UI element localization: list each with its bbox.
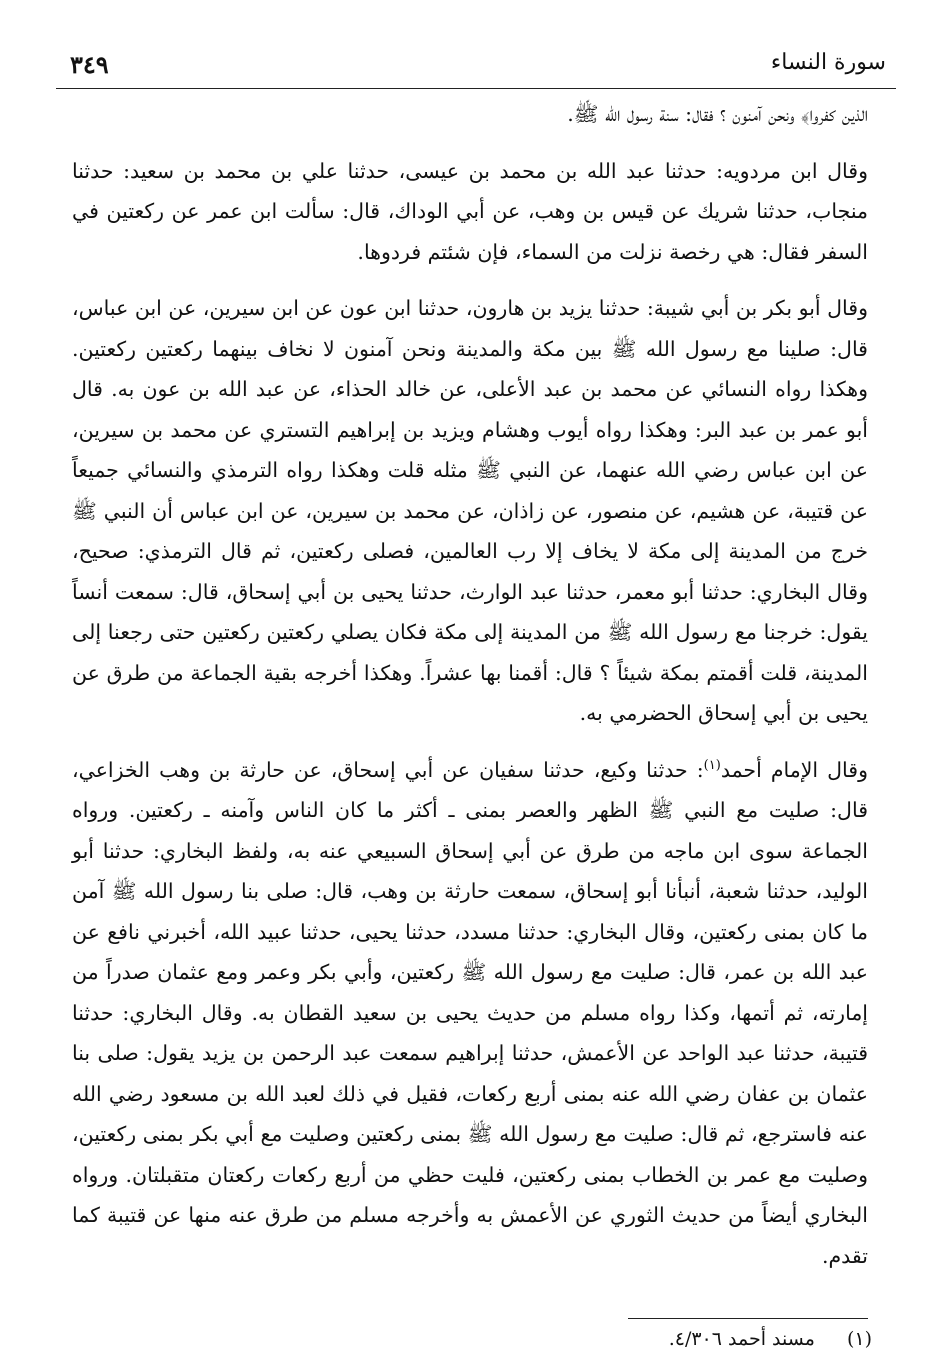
footnote-reference[interactable]: (١) bbox=[703, 757, 721, 773]
paragraph-1: الذين كفروا﴾ ونحن آمنون ؟ فقال: سنة رسول الله ﷺ. bbox=[567, 102, 868, 126]
running-header bbox=[56, 46, 896, 89]
footnote-divider bbox=[628, 1318, 868, 1319]
paragraph-4 bbox=[72, 750, 868, 1277]
paragraph-3: وقال أبو بكر بن أبي شيبة: حدثنا يزيد بن هارون، حدثنا ابن عون عن ابن سيرين، عن ابن عباس، قال: صلينا مع رسول الله ﷺ بين مكة والمدينة ونحن آمنون لا نخاف بينهما ركعتين ركعتين. وهكذا رواه النسائي عن محمد بن عبد الأعلى، عن خالد الحذاء، عن عبد الله بن عون به. قال أبو عمر بن عبد البر: وهكذا رواه أيوب وهشام ويزيد بن إبراهيم التستري عن محمد بن سيرين، عن ابن عباس رضي الله عنهما، عن النبي ﷺ مثله قلت وهكذا رواه الترمذي والنسائي جميعاً عن قتيبة، عن هشيم، عن منصور، عن زاذان، عن محمد بن سيرين، عن ابن عباس أن النبي ﷺ خرج من المدينة إلى مكة لا يخاف إلا رب العالمين، فصلى ركعتين، ثم قال الترمذي: صحيح، وقال البخاري: حدثنا أبو معمر، حدثنا عبد الوارث، حدثنا يحيى بن أبي إسحاق، قال: سمعت أنساً يقول: خرجنا مع رسول الله ﷺ من المدينة إلى مكة فكان يصلي ركعتين ركعتين حتى رجعنا إلى المدينة، قلت أقمتم بمكة شيئاً ؟ قال: أقمنا بها عشراً. وهكذا أخرجه بقية الجماعة من طرق عن يحيى بن أبي إسحاق الحضرمي به. bbox=[72, 296, 868, 725]
footnote bbox=[72, 1322, 872, 1356]
paragraph-4-colon: : bbox=[687, 757, 704, 782]
paragraph-4-body: حدثنا وكيع، حدثنا سفيان عن أبي إسحاق، عن حارثة بن وهب الخزاعي، قال: صليت مع النبي ﷺ الظهر والعصر بمنى ـ أكثر ما كان الناس وآمنه ـ ركعتين. ورواه الجماعة سوى ابن ماجه من طرق عن أبي إسحاق السبيعي عنه به، ولفظ البخاري: حدثنا أبو الوليد، حدثنا شعبة، أنبأنا أبو إسحاق، سمعت حارثة بن وهب، قال: صلى بنا رسول الله ﷺ آمن ما كان بمنى ركعتين، وقال البخاري: حدثنا مسدد، حدثنا يحيى، حدثنا عبيد الله، أخبرني نافع عن عبد الله بن عمر، قال: صليت مع رسول الله ﷺ ركعتين، وأبي بكر وعمر ومع عثمان صدراً من إمارته، ثم أتمها، وكذا رواه مسلم من حديث يحيى بن سعيد القطان به. وقال البخاري: حدثنا قتيبة، حدثنا عبد الواحد عن الأعمش، حدثنا إبراهيم سمعت عبد الرحمن بن يزيد يقول: صلى بنا عثمان بن عفان رضي الله عنه بمنى أربع ركعات، فقيل في ذلك لعبد الله بن مسعود رضي الله عنه فاسترجع، ثم قال: صليت مع رسول الله ﷺ بمنى ركعتين وصليت مع أبي بكر بمنى ركعتين، وصليت مع عمر بن الخطاب بمنى ركعتين، فليت حظي من أربع ركعات ركعتان متقبلتان. ورواه البخاري أيضاً من حديث الثوري عن الأعمش به وأخرجه مسلم من طرق عنه منها عن قتيبة كما تقدم. bbox=[72, 757, 868, 1268]
footnote-number: (١) bbox=[846, 1328, 872, 1350]
footnote-text: مسند أحمد ٤/٣٠٦. bbox=[668, 1328, 815, 1350]
paragraph-4-lead: وقال الإمام أحمد bbox=[720, 757, 869, 782]
surah-title: سورة النساء bbox=[770, 50, 886, 75]
page-number: ٣٤٩ bbox=[70, 50, 109, 79]
main-text bbox=[72, 94, 868, 1276]
paragraph-2: وقال ابن مردويه: حدثنا عبد الله بن محمد بن عيسى، حدثنا علي بن محمد بن سعيد: حدثنا منجاب، حدثنا شريك عن قيس بن وهب، عن أبي الوداك، قال: سألت ابن عمر عن ركعتين في السفر فقال: هي رخصة نزلت من السماء، فإن شئتم فردوها. bbox=[72, 158, 868, 264]
